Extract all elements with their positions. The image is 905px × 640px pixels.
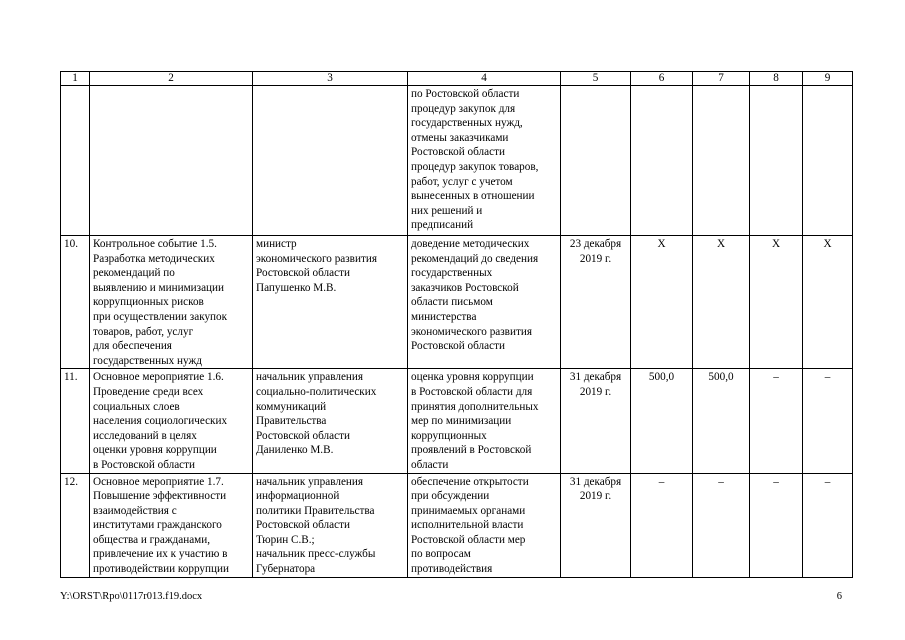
file-path-footer: Y:\ORST\Rpo\0117r013.f19.docx bbox=[60, 591, 203, 602]
event-cell: Контрольное событие 1.5. Разработка методических рекомендаций по выявлению и минимизации коррупционных рисков при осуществлении закупок товаров, работ, услуг для обеспечения государственных нужд bbox=[90, 236, 253, 369]
header-cell: 2 bbox=[90, 72, 253, 86]
header-row bbox=[61, 72, 853, 86]
result-cell: обеспечение открытости при обсуждении принимаемых органами исполнительной власти Ростовской области мер по вопросам противодействия bbox=[408, 473, 561, 577]
header-cell: 3 bbox=[253, 72, 408, 86]
header-cell: 4 bbox=[408, 72, 561, 86]
value-cell-9: – bbox=[803, 369, 853, 473]
value-cell-6: Х bbox=[631, 236, 693, 369]
date-cell bbox=[561, 86, 631, 236]
table-row bbox=[61, 473, 853, 577]
value-cell-8: Х bbox=[750, 236, 803, 369]
value-cell-9: – bbox=[803, 473, 853, 577]
responsible-cell: начальник управления информационной политики Правительства Ростовской области Тюрин С.В.; начальник пресс-службы Губернатора bbox=[253, 473, 408, 577]
header-cell: 6 bbox=[631, 72, 693, 86]
responsible-cell: начальник управления социально-политических коммуникаций Правительства Ростовской области Даниленко М.В. bbox=[253, 369, 408, 473]
date-cell: 31 декабря 2019 г. bbox=[561, 369, 631, 473]
header-cell: 9 bbox=[803, 72, 853, 86]
responsible-cell: министр экономического развития Ростовской области Папушенко М.В. bbox=[253, 236, 408, 369]
date-cell: 23 декабря 2019 г. bbox=[561, 236, 631, 369]
plan-table bbox=[60, 71, 853, 578]
row-number: 10. bbox=[61, 236, 90, 369]
header-cell: 1 bbox=[61, 72, 90, 86]
value-cell-7: – bbox=[693, 473, 750, 577]
value-cell-6: 500,0 bbox=[631, 369, 693, 473]
row-number: 11. bbox=[61, 369, 90, 473]
value-cell-8: – bbox=[750, 473, 803, 577]
value-cell-6 bbox=[631, 86, 693, 236]
header-cell: 8 bbox=[750, 72, 803, 86]
event-cell: Основное мероприятие 1.6. Проведение среди всех социальных слоев населения социологических исследований в целях оценки уровня коррупции в Ростовской области bbox=[90, 369, 253, 473]
value-cell-7: Х bbox=[693, 236, 750, 369]
page-number: 6 bbox=[836, 591, 842, 602]
row-number: 12. bbox=[61, 473, 90, 577]
table-row bbox=[61, 236, 853, 369]
result-cell: оценка уровня коррупции в Ростовской области для принятия дополнительных мер по минимизации коррупционных проявлений в Ростовской области bbox=[408, 369, 561, 473]
value-cell-7: 500,0 bbox=[693, 369, 750, 473]
value-cell-8: – bbox=[750, 369, 803, 473]
date-cell: 31 декабря 2019 г. bbox=[561, 473, 631, 577]
value-cell-7 bbox=[693, 86, 750, 236]
value-cell-8 bbox=[750, 86, 803, 236]
row-number bbox=[61, 86, 90, 236]
responsible-cell bbox=[253, 86, 408, 236]
event-cell: Основное мероприятие 1.7. Повышение эффективности взаимодействия с институтами гражданского общества и гражданами, привлечение их к участию в противодействии коррупции bbox=[90, 473, 253, 577]
result-cell: доведение методических рекомендаций до сведения государственных заказчиков Ростовской области письмом министерства экономического развития Ростовской области bbox=[408, 236, 561, 369]
header-cell: 5 bbox=[561, 72, 631, 86]
result-cell: по Ростовской области процедур закупок для государственных нужд, отмены заказчиками Ростовской области процедур закупок товаров, работ, услуг с учетом вынесенных в отношении них решений и предписаний bbox=[408, 86, 561, 236]
table-row bbox=[61, 86, 853, 236]
header-cell: 7 bbox=[693, 72, 750, 86]
value-cell-9 bbox=[803, 86, 853, 236]
value-cell-6: – bbox=[631, 473, 693, 577]
value-cell-9: Х bbox=[803, 236, 853, 369]
table-row bbox=[61, 369, 853, 473]
event-cell bbox=[90, 86, 253, 236]
